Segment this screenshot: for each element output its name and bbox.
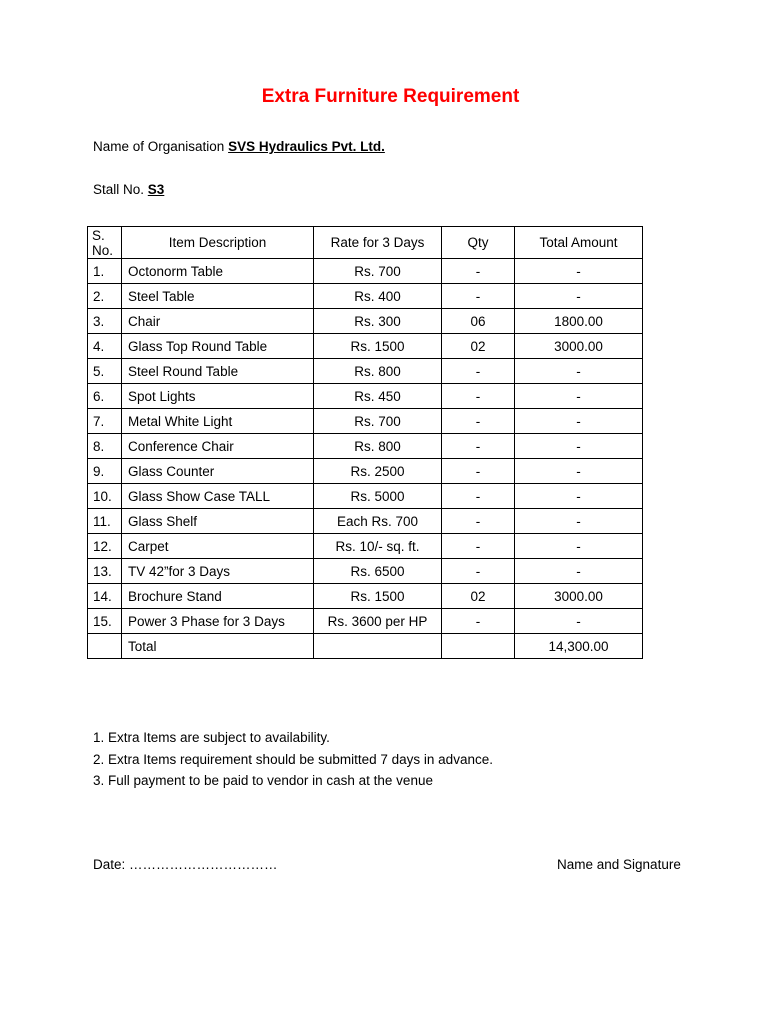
total-cell: -	[515, 384, 643, 409]
total-cell: -	[515, 534, 643, 559]
total-cell: -	[515, 459, 643, 484]
sno-cell: 4.	[88, 334, 122, 359]
sno-cell: 2.	[88, 284, 122, 309]
total-amount: 14,300.00	[515, 634, 643, 659]
total-cell: -	[515, 559, 643, 584]
stall-label: Stall No.	[93, 182, 145, 197]
qty-cell: -	[442, 509, 515, 534]
table-total-row	[88, 634, 643, 659]
qty-cell: -	[442, 609, 515, 634]
organisation-line	[93, 139, 385, 154]
sno-cell: 3.	[88, 309, 122, 334]
description-cell: Carpet	[122, 534, 314, 559]
qty-cell: -	[442, 484, 515, 509]
description-cell: Glass Counter	[122, 459, 314, 484]
rate-cell: Rs. 800	[314, 359, 442, 384]
qty-cell: -	[442, 459, 515, 484]
qty-cell: -	[442, 534, 515, 559]
sno-cell: 12.	[88, 534, 122, 559]
total-cell: -	[515, 609, 643, 634]
total-rate-cell	[314, 634, 442, 659]
total-cell: -	[515, 434, 643, 459]
rate-cell: Rs. 1500	[314, 584, 442, 609]
table-row	[88, 584, 643, 609]
description-cell: Power 3 Phase for 3 Days	[122, 609, 314, 634]
header-description: Item Description	[122, 227, 314, 259]
table-row	[88, 284, 643, 309]
rate-cell: Rs. 3600 per HP	[314, 609, 442, 634]
sno-cell: 15.	[88, 609, 122, 634]
description-cell: Glass Show Case TALL	[122, 484, 314, 509]
description-cell: Chair	[122, 309, 314, 334]
qty-cell: -	[442, 559, 515, 584]
qty-cell: 02	[442, 334, 515, 359]
sno-cell: 10.	[88, 484, 122, 509]
qty-cell: -	[442, 284, 515, 309]
qty-cell: -	[442, 434, 515, 459]
stall-line	[93, 182, 164, 197]
sno-cell: 14.	[88, 584, 122, 609]
table-row	[88, 534, 643, 559]
description-cell: Spot Lights	[122, 384, 314, 409]
total-cell: -	[515, 259, 643, 284]
description-cell: Octonorm Table	[122, 259, 314, 284]
rate-cell: Rs. 700	[314, 409, 442, 434]
total-cell: 3000.00	[515, 334, 643, 359]
qty-cell: -	[442, 384, 515, 409]
sno-cell: 6.	[88, 384, 122, 409]
note-item: 3. Full payment to be paid to vendor in cash at the venue	[93, 773, 433, 788]
table-row	[88, 459, 643, 484]
table-row	[88, 609, 643, 634]
table-header-row	[88, 227, 643, 259]
notes-list	[93, 727, 493, 792]
total-cell: -	[515, 509, 643, 534]
rate-cell: Rs. 2500	[314, 459, 442, 484]
table-row	[88, 434, 643, 459]
description-cell: Metal White Light	[122, 409, 314, 434]
table-body	[88, 259, 643, 634]
rate-cell: Rs. 5000	[314, 484, 442, 509]
description-cell: Glass Top Round Table	[122, 334, 314, 359]
rate-cell: Rs. 450	[314, 384, 442, 409]
signature-label: Name and Signature	[557, 857, 681, 872]
stall-number: S3	[147, 182, 165, 197]
qty-cell: -	[442, 409, 515, 434]
rate-cell: Rs. 10/- sq. ft.	[314, 534, 442, 559]
qty-cell: -	[442, 259, 515, 284]
description-cell: Brochure Stand	[122, 584, 314, 609]
header-rate: Rate for 3 Days	[314, 227, 442, 259]
total-cell: -	[515, 359, 643, 384]
total-cell: -	[515, 284, 643, 309]
furniture-table	[87, 226, 643, 659]
total-sno-cell	[88, 634, 122, 659]
sno-cell: 8.	[88, 434, 122, 459]
sno-cell: 11.	[88, 509, 122, 534]
description-cell: Glass Shelf	[122, 509, 314, 534]
total-cell: 1800.00	[515, 309, 643, 334]
qty-cell: 02	[442, 584, 515, 609]
table-row	[88, 334, 643, 359]
total-cell: -	[515, 484, 643, 509]
header-sno: S. No.	[88, 227, 122, 259]
table-row	[88, 409, 643, 434]
table-row	[88, 509, 643, 534]
document-title: Extra Furniture Requirement	[261, 86, 520, 107]
total-cell: -	[515, 409, 643, 434]
organisation-label: Name of Organisation	[93, 139, 225, 154]
description-cell: Steel Round Table	[122, 359, 314, 384]
table-row	[88, 359, 643, 384]
sno-cell: 7.	[88, 409, 122, 434]
table-row	[88, 559, 643, 584]
rate-cell: Rs. 6500	[314, 559, 442, 584]
sno-cell: 9.	[88, 459, 122, 484]
date-field: Date: ……………………………	[93, 857, 278, 872]
table-row	[88, 484, 643, 509]
description-cell: Steel Table	[122, 284, 314, 309]
sno-cell: 5.	[88, 359, 122, 384]
sno-cell: 1.	[88, 259, 122, 284]
rate-cell: Rs. 800	[314, 434, 442, 459]
note-item: 2. Extra Items requirement should be submitted 7 days in advance.	[93, 751, 493, 767]
note-item: 1. Extra Items are subject to availability.	[93, 730, 330, 745]
sno-cell: 13.	[88, 559, 122, 584]
header-total: Total Amount	[515, 227, 643, 259]
total-qty-cell	[442, 634, 515, 659]
description-cell: Conference Chair	[122, 434, 314, 459]
header-qty: Qty	[442, 227, 515, 259]
description-cell: TV 42”for 3 Days	[122, 559, 314, 584]
rate-cell: Rs. 1500	[314, 334, 442, 359]
qty-cell: -	[442, 359, 515, 384]
qty-cell: 06	[442, 309, 515, 334]
rate-cell: Rs. 400	[314, 284, 442, 309]
rate-cell: Each Rs. 700	[314, 509, 442, 534]
rate-cell: Rs. 300	[314, 309, 442, 334]
total-cell: 3000.00	[515, 584, 643, 609]
table-row	[88, 384, 643, 409]
table-row	[88, 309, 643, 334]
total-label: Total	[122, 634, 314, 659]
table-row	[88, 259, 643, 284]
rate-cell: Rs. 700	[314, 259, 442, 284]
organisation-name: SVS Hydraulics Pvt. Ltd.	[228, 139, 385, 154]
